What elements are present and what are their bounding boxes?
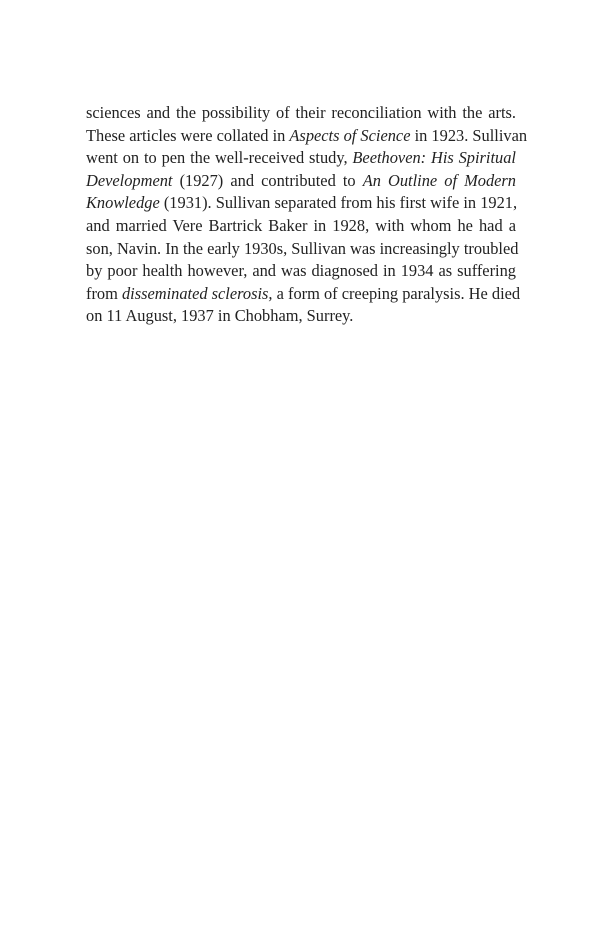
text-line — [86, 170, 516, 193]
text-line — [86, 125, 528, 148]
text-run: on 11 August, 1937 in Chobham, Surrey. — [86, 306, 354, 326]
text-line — [86, 238, 519, 261]
text-run: went on to pen the well-received study, — [86, 148, 353, 168]
text-line — [86, 102, 516, 125]
text-run: son, Navin. In the early 1930s, Sullivan was increasingly troubled — [86, 238, 519, 258]
body-paragraph — [86, 102, 528, 328]
text-line — [86, 147, 516, 170]
italic-title-text: Development — [86, 170, 173, 190]
text-run: a form of creeping paralysis. He died — [272, 283, 521, 303]
italic-title-text: disseminated sclerosis, — [121, 283, 273, 303]
text-line — [86, 283, 521, 306]
text-line — [86, 305, 516, 328]
text-run: These articles were collated in — [86, 125, 290, 145]
text-run: by poor health however, and was diagnosed in 1934 as suffering — [86, 261, 516, 281]
italic-title-text: Knowledge — [86, 193, 160, 213]
text-run: in 1923. Sullivan — [410, 125, 528, 145]
text-line — [86, 192, 516, 215]
text-line — [86, 260, 516, 283]
italic-title-text: Beethoven: His Spiritual — [352, 148, 516, 168]
italic-title-text: An Outline of Modern — [362, 170, 516, 190]
text-line — [86, 215, 516, 238]
text-run: and married Vere Bartrick Baker in 1928, with whom he had a — [86, 215, 516, 235]
text-run: from — [86, 283, 122, 303]
text-run: (1931). Sullivan separated from his first wife in 1921, — [159, 193, 518, 213]
text-run: sciences and the possibility of their reconciliation with the arts. — [86, 103, 516, 122]
text-run: (1927) and contributed to — [172, 170, 363, 190]
italic-title-text: Aspects of Science — [289, 125, 411, 145]
